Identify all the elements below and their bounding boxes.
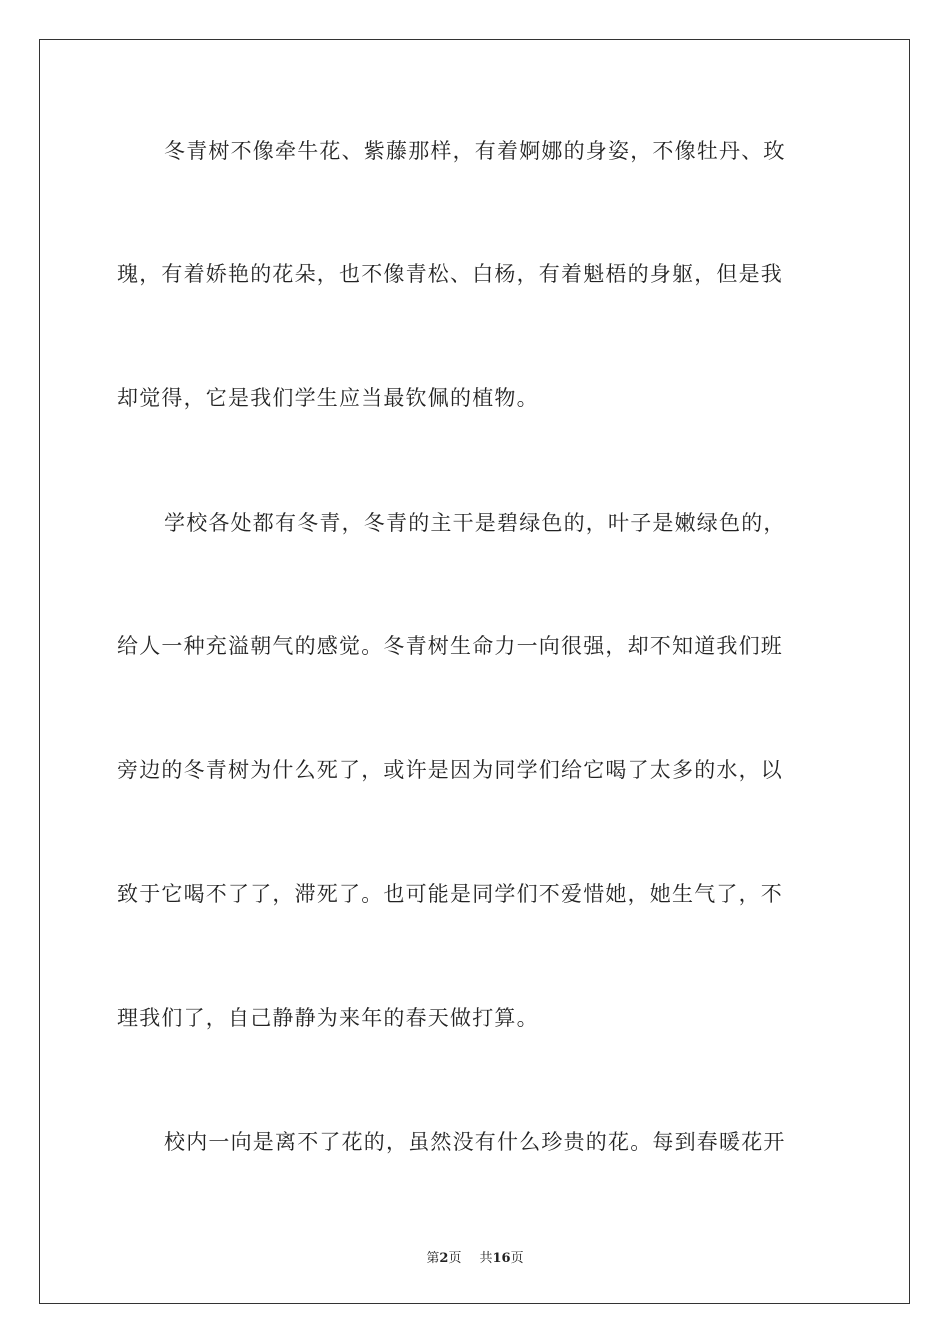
paragraph-2-line-1: 学校各处都有冬青，冬青的主干是碧绿色的，叶子是嫩绿色的， — [164, 511, 786, 535]
paragraph-2-line-4: 致于它喝不了了，滞死了。也可能是同学们不爱惜她，她生气了，不 — [117, 882, 783, 906]
total-prefix: 共 — [479, 1251, 493, 1266]
paragraph-2-line-2: 给人一种充溢朝气的感觉。冬青树生命力一向很强，却不知道我们班 — [117, 634, 783, 658]
page-footer — [0, 1247, 950, 1266]
page-number: 2 — [439, 1251, 449, 1266]
paragraph-1-line-2: 瑰，有着娇艳的花朵，也不像青松、白杨，有着魁梧的身躯，但是我 — [117, 262, 783, 286]
paragraph-2-line-5: 理我们了，自己静静为来年的春天做打算。 — [117, 1006, 539, 1030]
total-pages: 16 — [492, 1251, 511, 1266]
paragraph-3-line-1: 校内一向是离不了花的，虽然没有什么珍贵的花。每到春暖花开 — [164, 1130, 786, 1154]
total-suffix: 页 — [510, 1251, 524, 1266]
paragraph-1-line-3: 却觉得，它是我们学生应当最钦佩的植物。 — [117, 386, 539, 410]
page-suffix: 页 — [448, 1251, 462, 1266]
paragraph-2-line-3: 旁边的冬青树为什么死了，或许是因为同学们给它喝了太多的水，以 — [117, 758, 783, 782]
page-prefix: 第 — [426, 1251, 440, 1266]
paragraph-1-line-1: 冬青树不像牵牛花、紫藤那样，有着婀娜的身姿，不像牡丹、玫 — [164, 139, 786, 163]
page-border — [39, 39, 910, 1304]
